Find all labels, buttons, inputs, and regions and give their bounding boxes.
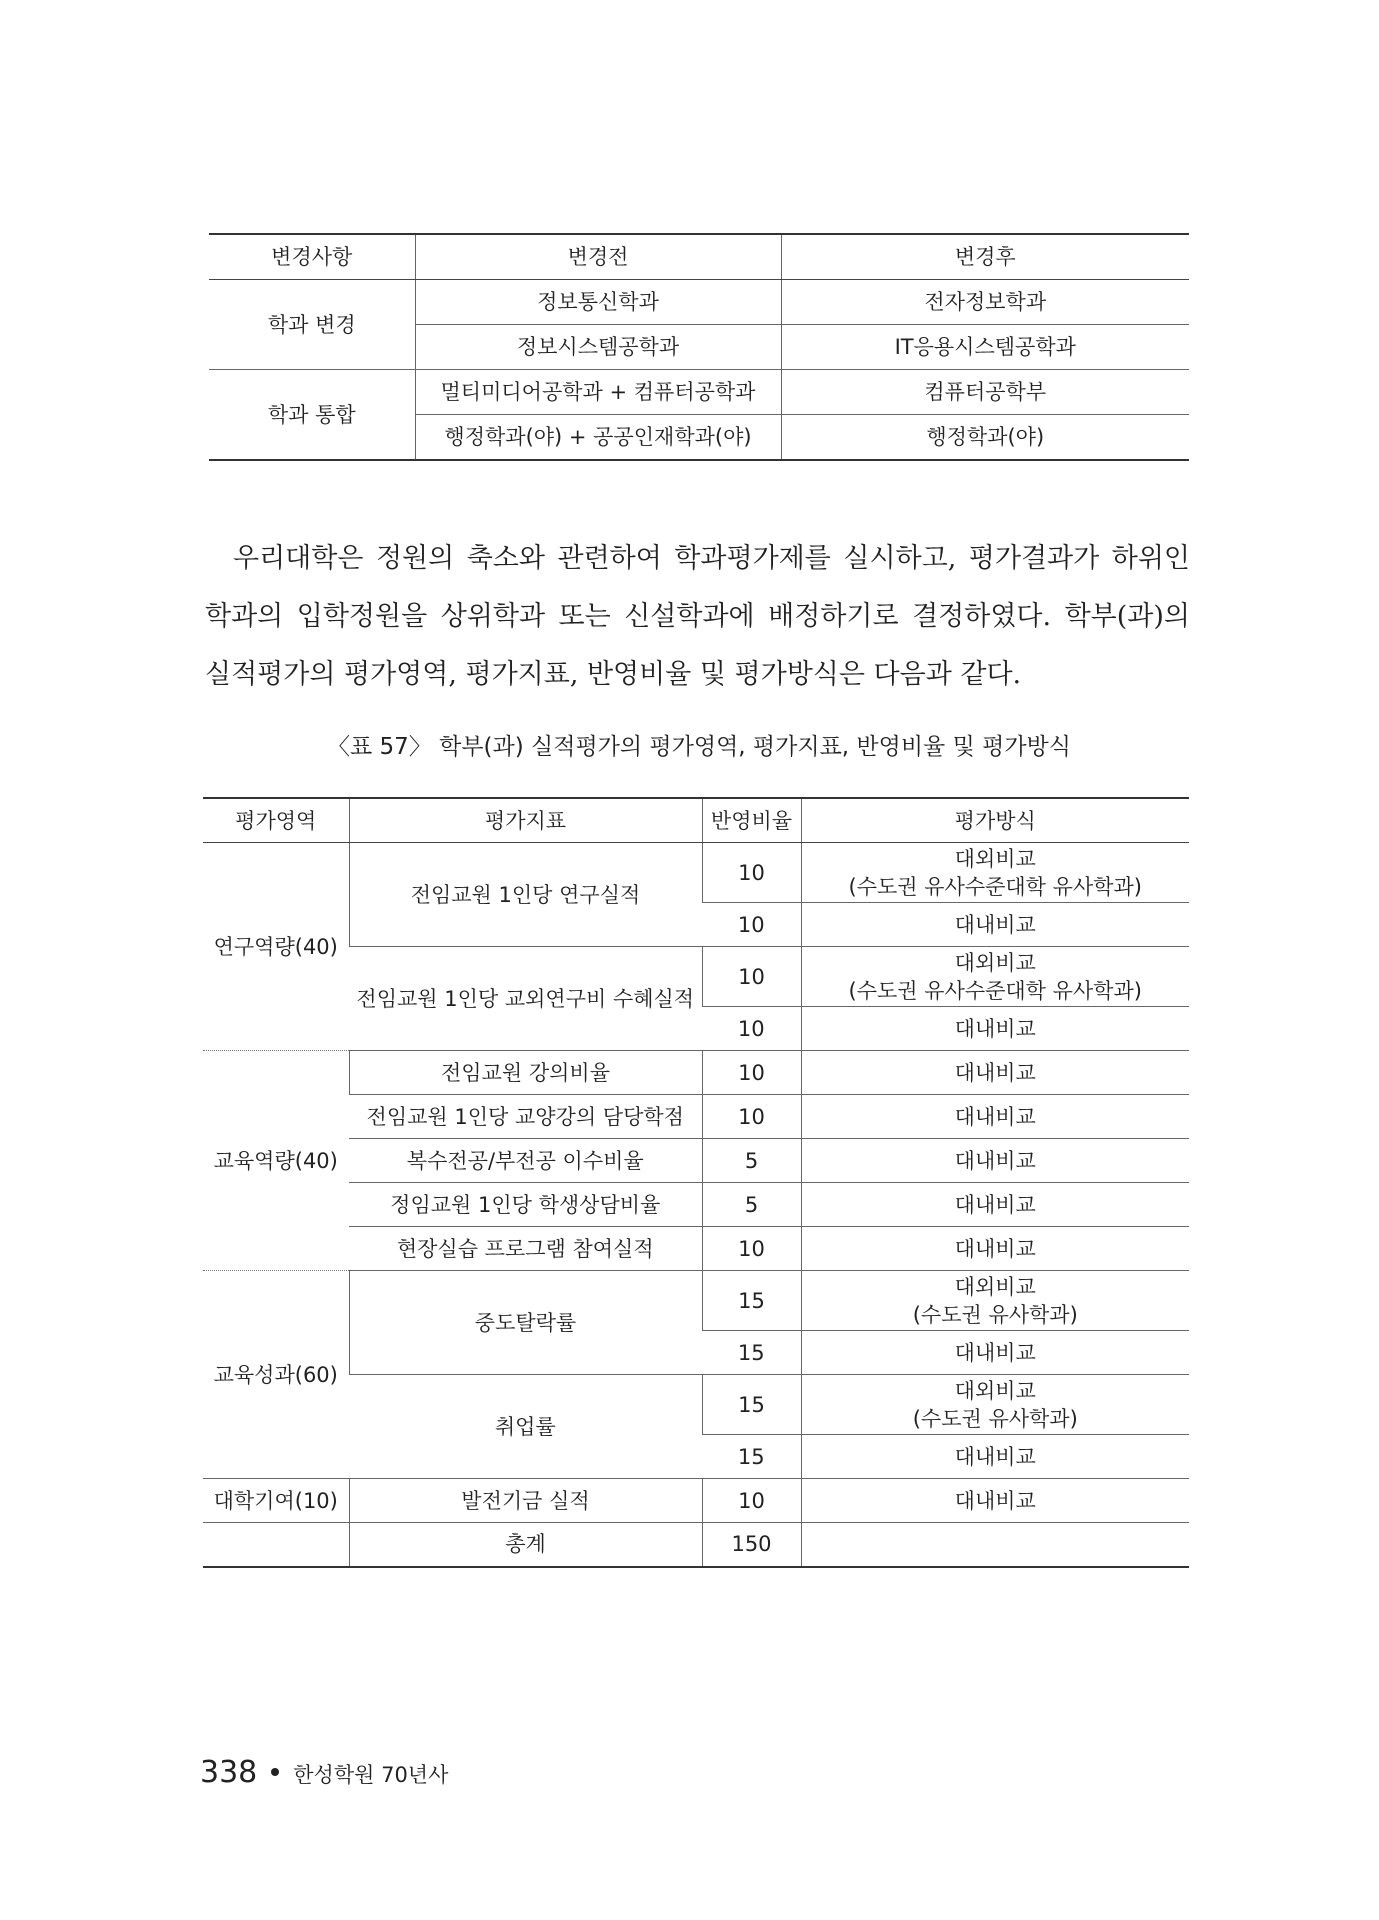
method-cell: [801, 1271, 1189, 1331]
total-label: 총계: [349, 1523, 702, 1567]
header-method: 평가방식: [801, 798, 1189, 843]
ratio-cell: 10: [702, 843, 801, 903]
method-cell: [801, 1375, 1189, 1435]
ratio-cell: 15: [702, 1435, 801, 1479]
after-cell: 전자정보학과: [781, 280, 1189, 325]
page-number: 338: [200, 1755, 258, 1790]
indicator-cell: 복수전공/부전공 이수비율: [349, 1139, 702, 1183]
method-cell-empty: [801, 1523, 1189, 1567]
after-cell: 행정학과(야): [781, 415, 1189, 461]
area-cell: 연구역량(40): [203, 843, 349, 1051]
header-change-item: 변경사항: [209, 234, 415, 280]
before-cell: 정보통신학과: [415, 280, 781, 325]
ratio-cell: 10: [702, 1479, 801, 1523]
table-row: [203, 1479, 1189, 1523]
method-line: (수도권 유사학과): [912, 1406, 1078, 1431]
after-cell: IT응용시스템공학과: [781, 325, 1189, 370]
header-before: 변경전: [415, 234, 781, 280]
area-cell: 교육성과(60): [203, 1271, 349, 1479]
method-line: (수도권 유사수준대학 유사학과): [848, 874, 1142, 899]
method-line: (수도권 유사학과): [912, 1302, 1078, 1327]
indicator-cell: 중도탈락률: [349, 1271, 702, 1375]
header-indicator: 평가지표: [349, 798, 702, 843]
table-row: [203, 1095, 1189, 1139]
after-cell: 컴퓨터공학부: [781, 370, 1189, 415]
method-cell: 대내비교: [801, 903, 1189, 947]
ratio-cell: 10: [702, 903, 801, 947]
header-after: 변경후: [781, 234, 1189, 280]
method-cell: 대내비교: [801, 1139, 1189, 1183]
book-title: 한성학원 70년사: [293, 1763, 449, 1787]
indicator-cell: 발전기금 실적: [349, 1479, 702, 1523]
method-cell: 대내비교: [801, 1095, 1189, 1139]
total-ratio: 150: [702, 1523, 801, 1567]
indicator-cell: 전임교원 1인당 교양강의 담당학점: [349, 1095, 702, 1139]
method-cell: 대내비교: [801, 1051, 1189, 1095]
method-cell: 대내비교: [801, 1183, 1189, 1227]
table-row: [203, 843, 1189, 903]
ratio-cell: 5: [702, 1139, 801, 1183]
changes-header-row: [209, 234, 1189, 280]
table-row: [209, 370, 1189, 415]
table-caption: 〈표 57〉 학부(과) 실적평가의 평가영역, 평가지표, 반영비율 및 평가방식: [327, 734, 1071, 760]
change-type-cell: 학과 통합: [209, 370, 415, 461]
method-line: 대외비교: [954, 1378, 1036, 1403]
before-cell: 정보시스템공학과: [415, 325, 781, 370]
method-cell: 대내비교: [801, 1479, 1189, 1523]
total-row: [203, 1523, 1189, 1567]
change-type-cell: 학과 변경: [209, 280, 415, 370]
area-cell: 교육역량(40): [203, 1051, 349, 1271]
table-row: [203, 1227, 1189, 1271]
bullet-dot-icon: [271, 1768, 279, 1776]
ratio-cell: 10: [702, 1007, 801, 1051]
ratio-cell: 5: [702, 1183, 801, 1227]
table-row: [209, 280, 1189, 325]
method-cell: 대내비교: [801, 1435, 1189, 1479]
table-row: [203, 947, 1189, 1007]
body-paragraph: 우리대학은 정원의 축소와 관련하여 학과평가제를 실시하고, 평가결과가 하위인 학과의 입학정원을 상위학과 또는 신설학과에 배정하기로 결정하였다. 학부(과)의 실적평가의 평가영역, 평가지표, 반영비율 및 평가방식은 다음과 같다.: [205, 543, 1190, 690]
method-cell: [801, 947, 1189, 1007]
table-row: [203, 1375, 1189, 1435]
ratio-cell: 10: [702, 1051, 801, 1095]
method-cell: [801, 843, 1189, 903]
method-line: 대외비교: [954, 1274, 1036, 1299]
method-line: 대외비교: [954, 950, 1036, 975]
area-cell-empty: [203, 1523, 349, 1567]
ratio-cell: 10: [702, 947, 801, 1007]
indicator-cell: 취업률: [349, 1375, 702, 1479]
table-row: [203, 1051, 1189, 1095]
ratio-cell: 15: [702, 1331, 801, 1375]
method-line: 대외비교: [954, 846, 1036, 871]
before-cell: 행정학과(야) + 공공인재학과(야): [415, 415, 781, 461]
indicator-cell: 현장실습 프로그램 참여실적: [349, 1227, 702, 1271]
ratio-cell: 15: [702, 1375, 801, 1435]
method-line: (수도권 유사수준대학 유사학과): [848, 978, 1142, 1003]
ratio-cell: 15: [702, 1271, 801, 1331]
page-footer: [200, 1755, 448, 1790]
eval-header-row: [203, 798, 1189, 843]
header-ratio: 반영비율: [702, 798, 801, 843]
area-cell: 대학기여(10): [203, 1479, 349, 1523]
table-row: [203, 1183, 1189, 1227]
table-row: [203, 1139, 1189, 1183]
method-cell: 대내비교: [801, 1331, 1189, 1375]
evaluation-table: [203, 797, 1189, 1568]
table-row: [203, 1271, 1189, 1331]
ratio-cell: 10: [702, 1227, 801, 1271]
department-changes-table: [209, 233, 1189, 461]
before-cell: 멀티미디어공학과 + 컴퓨터공학과: [415, 370, 781, 415]
method-cell: 대내비교: [801, 1227, 1189, 1271]
header-area: 평가영역: [203, 798, 349, 843]
ratio-cell: 10: [702, 1095, 801, 1139]
indicator-cell: 전임교원 1인당 연구실적: [349, 843, 702, 947]
indicator-cell: 전임교원 1인당 교외연구비 수혜실적: [349, 947, 702, 1051]
indicator-cell: 정임교원 1인당 학생상담비율: [349, 1183, 702, 1227]
method-cell: 대내비교: [801, 1007, 1189, 1051]
indicator-cell: 전임교원 강의비율: [349, 1051, 702, 1095]
